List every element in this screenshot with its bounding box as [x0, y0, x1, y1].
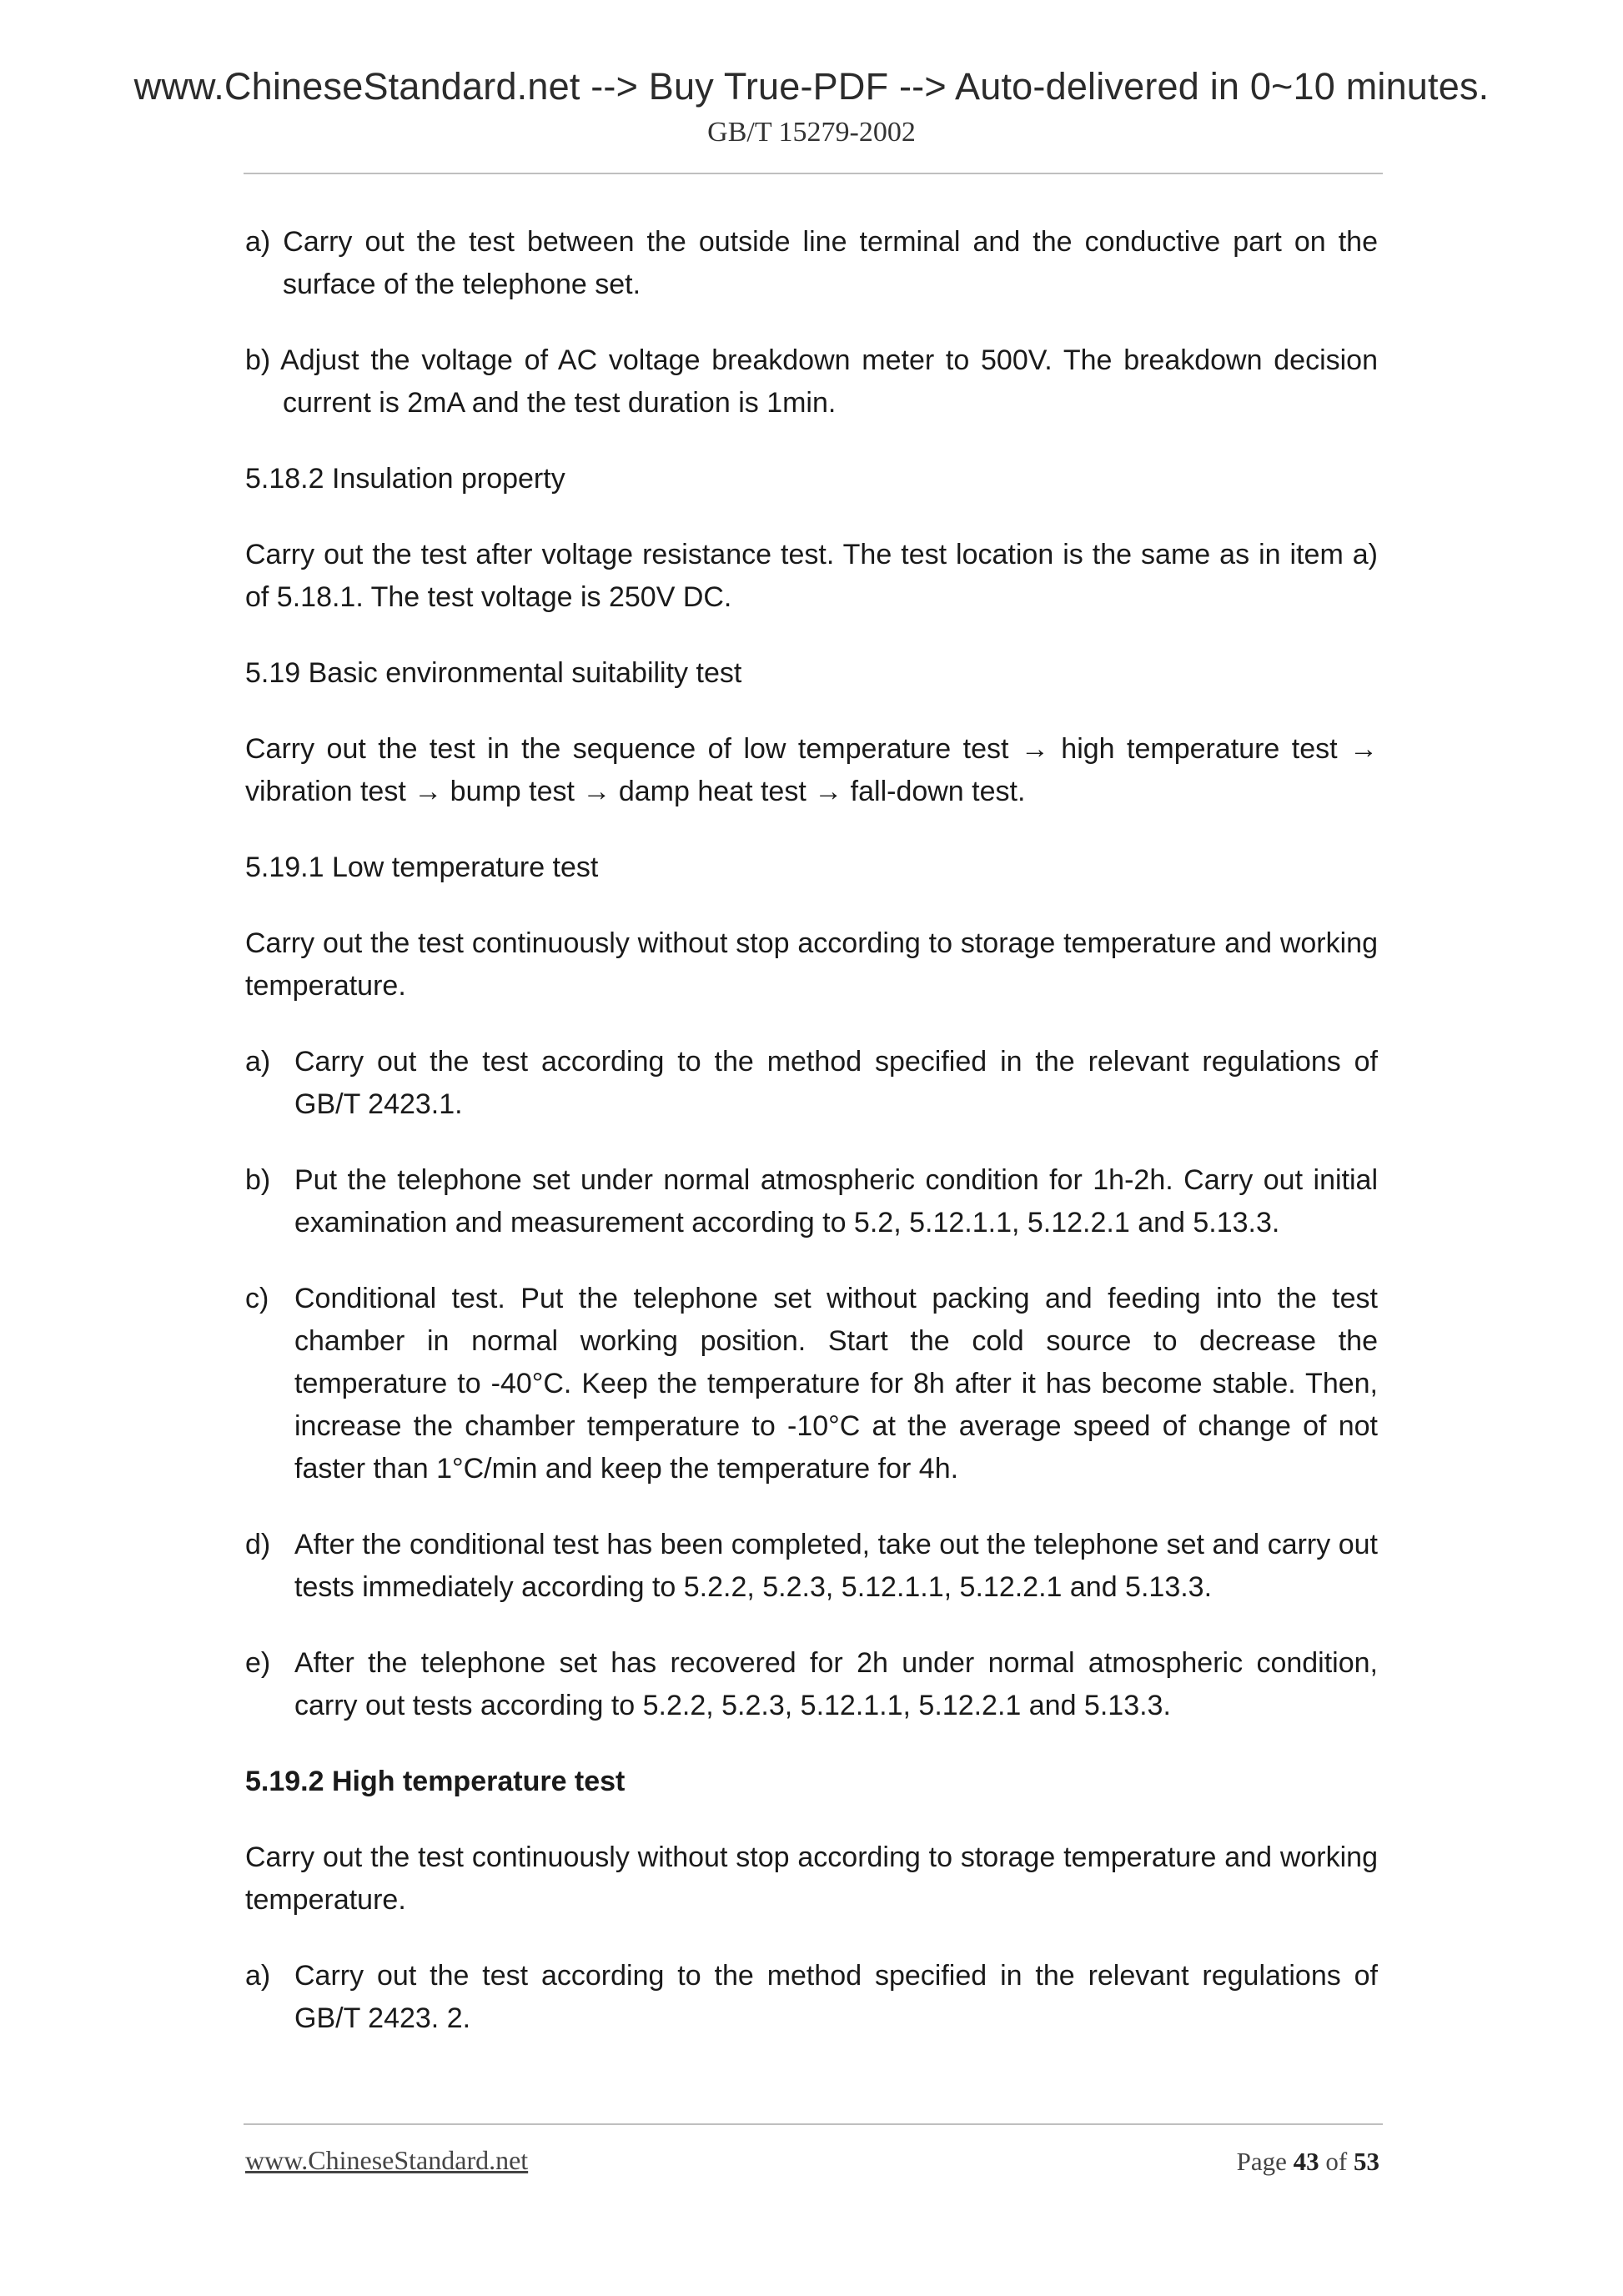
list-item-low-c [245, 1278, 1378, 1490]
document-code: GB/T 15279-2002 [707, 117, 916, 148]
page-word: Page [1236, 2147, 1287, 2176]
list-item-low-a [245, 1041, 1378, 1126]
list-item-label: c) [245, 1283, 269, 1314]
list-item-text: After the conditional test has been completed, take out the telephone set and carry out tests immediately according to 5.2.2, 5.2.3, 5.12.1.1, 5.12.2.1 and 5.13.3. [294, 1529, 1378, 1603]
paragraph-low-temp-intro: Carry out the test continuously without stop according to storage temperature and working temperature. [245, 927, 1378, 1002]
site-banner[interactable]: www.ChineseStandard.net --> Buy True-PDF --> Auto-delivered in 0~10 minutes. [133, 65, 1490, 108]
page-current: 43 [1293, 2147, 1319, 2176]
list-item-text: Conditional test. Put the telephone set without packing and feeding into the test chamber in normal working position. Start the cold source to decrease the temperature to -40°C. Keep the temperature for 8h after it has become stable. Then, increase the chamber temperature to -10°C at the average speed of change of not faster than 1°C/min and keep the temperature for 4h. [294, 1283, 1378, 1485]
list-item-text: After the telephone set has recovered for 2h under normal atmospheric condition, carry out tests according to 5.2.2, 5.2.3, 5.12.1.1, 5.12.2.1 and 5.13.3. [294, 1647, 1378, 1721]
list-item-label: d) [245, 1529, 271, 1560]
page-of: of [1325, 2147, 1348, 2176]
list-item-text: Carry out the test according to the method specified in the relevant regulations of GB/T 2423. 2. [294, 1960, 1378, 2034]
item-a-test-location: a) Carry out the test between the outside line terminal and the conductive part on the surface of the telephone set. [245, 226, 1378, 300]
paragraph-insulation: Carry out the test after voltage resistance test. The test location is the same as in item a) of 5.18.1. The test voltage is 250V DC. [245, 539, 1378, 613]
footer-divider [244, 2123, 1383, 2125]
item-b-voltage-setting: b) Adjust the voltage of AC voltage breakdown meter to 500V. The breakdown decision current is 2mA and the test duration is 1min. [245, 344, 1378, 419]
paragraph-high-temp-intro: Carry out the test continuously without stop according to storage temperature and working temperature. [245, 1841, 1378, 1916]
list-item-label: a) [245, 1046, 271, 1078]
section-heading-5-19-1: 5.19.1 Low temperature test [245, 852, 599, 883]
list-item-label: e) [245, 1647, 271, 1679]
footer-site-link[interactable]: www.ChineseStandard.net [245, 2145, 529, 2175]
header-divider [244, 173, 1383, 174]
list-item-label: b) [245, 1164, 271, 1196]
list-item-low-e [245, 1642, 1378, 1727]
section-heading-5-19-2: 5.19.2 High temperature test [245, 1766, 626, 1797]
paragraph-test-sequence: Carry out the test in the sequence of low temperature test → high temperature test → vibration test → bump test → damp heat test → fall-down test. [245, 733, 1378, 807]
section-heading-5-18-2: 5.18.2 Insulation property [245, 463, 565, 495]
list-item-low-b [245, 1159, 1378, 1244]
list-item-text: Put the telephone set under normal atmospheric condition for 1h-2h. Carry out initial examination and measurement according to 5.2, 5.12.1.1, 5.12.2.1 and 5.13.3. [294, 1164, 1378, 1238]
list-item-label: a) [245, 1960, 271, 1992]
section-heading-5-19: 5.19 Basic environmental suitability test [245, 657, 742, 689]
list-item-low-d [245, 1524, 1378, 1609]
page-number [1237, 2147, 1379, 2177]
page-total: 53 [1354, 2147, 1379, 2176]
list-item-high-a [245, 1955, 1378, 2040]
document-body [245, 221, 1378, 2073]
list-item-text: Carry out the test according to the method specified in the relevant regulations of GB/T 2423.1. [294, 1046, 1378, 1120]
